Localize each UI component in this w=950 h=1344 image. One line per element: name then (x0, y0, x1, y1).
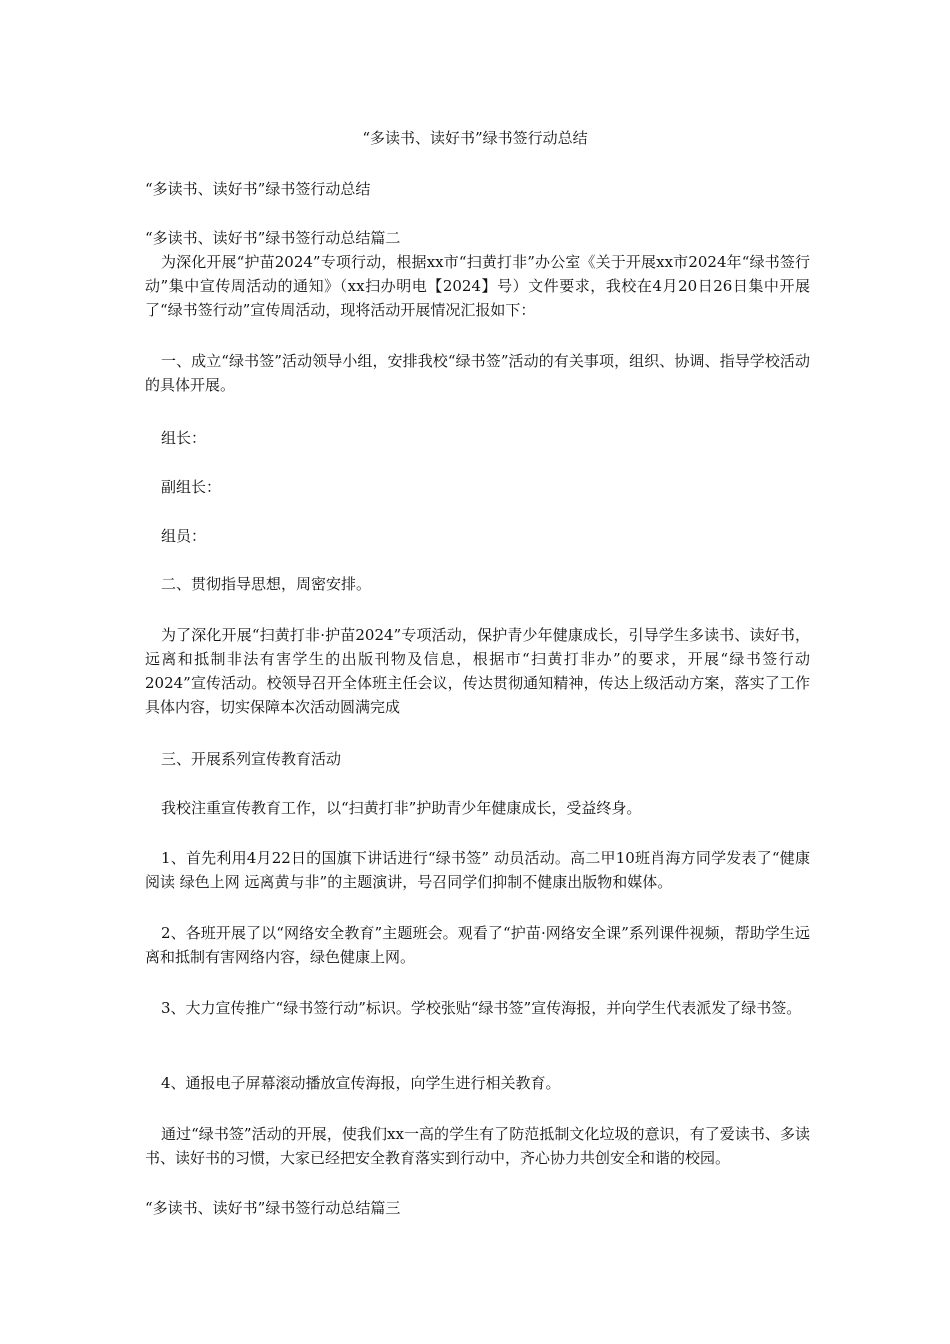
point-three-heading: 三、开展系列宣传教育活动 (161, 750, 342, 768)
list-item-1: 1、首先利用4月22日的国旗下讲话进行“绿书签” 动员活动。高二甲10班肖海方同学发表了“健康阅读 绿色上网 远离黄与非”的主题演讲，号召同学们抑制不健康出版物和媒体。 (145, 849, 810, 891)
point-one-paragraph: 一、成立“绿书签”活动领导小组，安排我校“绿书签”活动的有关事项，组织、协调、指导学校活动的具体开展。 (145, 352, 810, 394)
leader-label: 组长： (161, 429, 207, 447)
deputy-leader-label: 副组长： (161, 478, 222, 496)
document-subtitle: “多读书、读好书”绿书签行动总结 (145, 180, 371, 198)
list-item-2: 2、各班开展了以“网络安全教育”主题班会。观看了“护苗·网络安全课”系列课件视频，帮助学生远离和抵制有害网络内容，绿色健康上网。 (145, 924, 810, 966)
conclusion-paragraph: 通过“绿书签”活动的开展，使我们xx一高的学生有了防范抵制文化垃圾的意识，有了爱读书、多读书、读好书的习惯，大家已经把安全教育落实到行动中，齐心协力共创安全和谐的校园。 (145, 1125, 810, 1167)
list-item-3: 3、大力宣传推广“绿书签行动”标识。学校张贴“绿书签”宣传海报，并向学生代表派发了绿书签。 (161, 999, 802, 1017)
section-two-heading: “多读书、读好书”绿书签行动总结篇二 (145, 229, 401, 247)
point-three-paragraph: 我校注重宣传教育工作，以“扫黄打非”护助青少年健康成长，受益终身。 (161, 799, 642, 817)
intro-paragraph: 为深化开展“护苗2024”专项行动，根据xx市“扫黄打非”办公室《关于开展xx市2024年“绿书签行动”集中宣传周活动的通知》（xx扫办明电【2024】号）文件要求，我校在4月20日26日集中开展了“绿书签行动”宣传周活动，现将活动开展情况汇报如下： (145, 253, 810, 319)
list-item-4: 4、通报电子屏幕滚动播放宣传海报，向学生进行相关教育。 (161, 1074, 561, 1092)
section-three-heading: “多读书、读好书”绿书签行动总结篇三 (145, 1199, 401, 1217)
document-title: “多读书、读好书”绿书签行动总结 (362, 129, 588, 147)
point-two-heading: 二、贯彻指导思想，周密安排。 (161, 575, 372, 593)
point-two-paragraph: 为了深化开展“扫黄打非·护苗2024”专项活动，保护青少年健康成长，引导学生多读书、读好书，远离和抵制非法有害学生的出版刊物及信息，根据市“扫黄打非办”的要求，开展“绿书签行动 2024”宣传活动。校领导召开全体班主任会议，传达贯彻通知精神，传达上级活动方案，落实了工作具体内容，切实保障本次活动圆满完成 (145, 626, 810, 716)
members-label: 组员： (161, 527, 207, 545)
